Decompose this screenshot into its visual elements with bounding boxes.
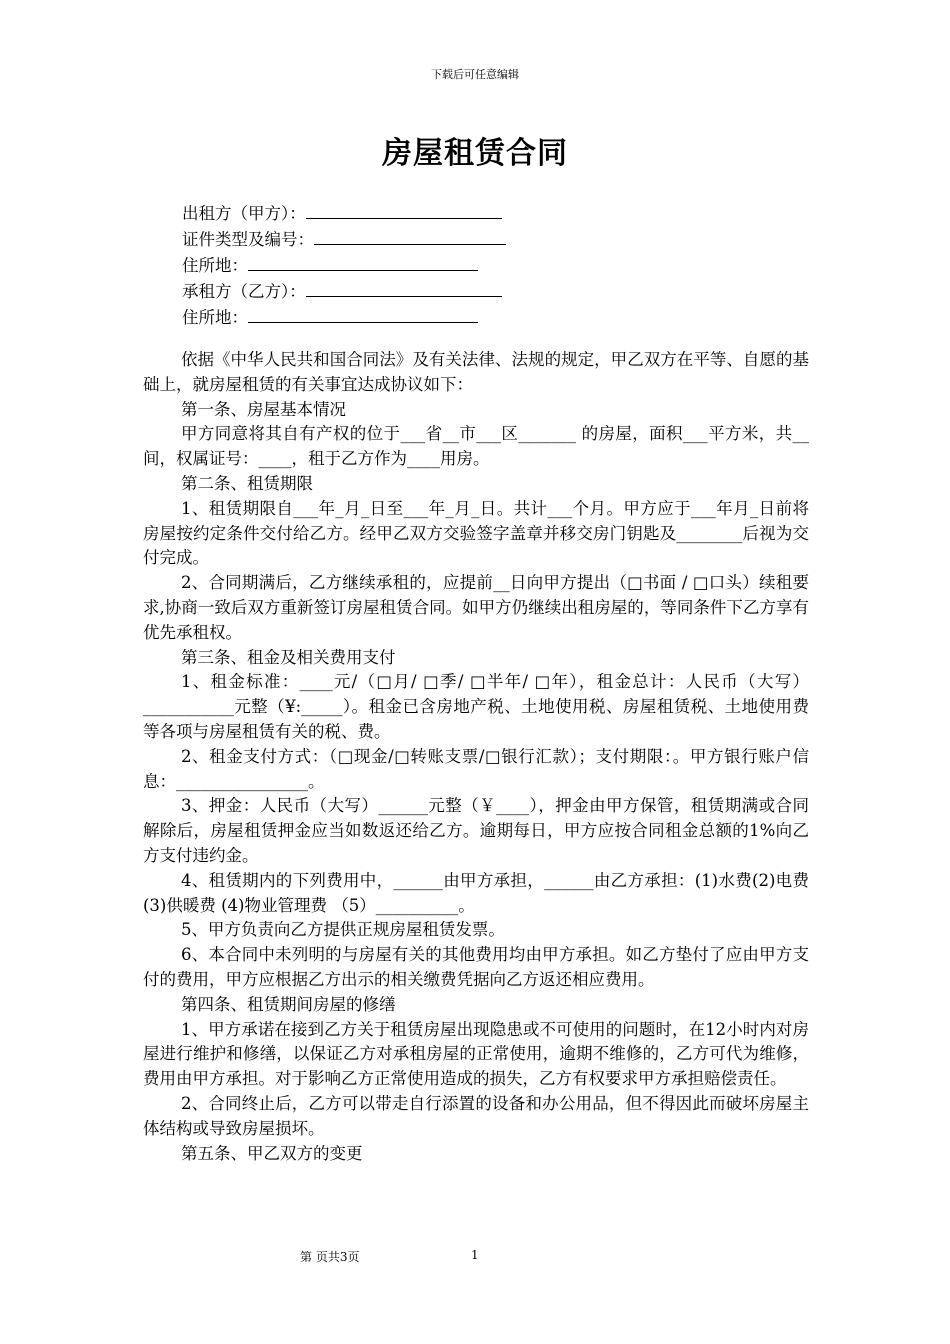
article-5-title: 第五条、甲乙双方的变更 <box>180 1143 363 1163</box>
article-4-title: 第四条、租赁期间房屋的修缮 <box>180 994 396 1014</box>
address1-label: 住所地： <box>182 256 248 275</box>
lessee-line <box>182 278 506 304</box>
lessee-label: 承租方（乙方）： <box>182 282 306 301</box>
address1-line <box>182 252 506 278</box>
contract-body <box>143 348 809 1166</box>
id-type-line <box>182 226 506 252</box>
footer-page-info: 第 页共3页 <box>300 1250 360 1264</box>
lessor-label: 出租方（甲方）： <box>182 204 306 223</box>
footer-page-number: 1 <box>471 1248 479 1262</box>
lessor-blank <box>306 200 502 219</box>
document-title: 房屋租赁合同 <box>382 136 568 171</box>
intro-paragraph: 依据《中华人民共和国合同法》及有关法律、法规的规定，甲乙双方在平等、自愿的基础上，就房屋租赁的有关事宜达成协议如下： <box>143 350 809 394</box>
id-type-blank <box>314 226 506 245</box>
parties-block <box>182 200 506 330</box>
article-3-para-2: 2、租金支付方式：（□现金/□转账支票/□银行汇款）；支付期限：。甲方银行账户信息：________________。 <box>143 746 809 791</box>
article-2-title: 第二条、租赁期限 <box>180 473 313 493</box>
article-4-para-2: 2、合同终止后，乙方可以带走自行添置的设备和办公用品，但不得因此而破坏房屋主体结构或导致房屋损坏。 <box>143 1093 809 1138</box>
article-2-para-1: 1、租赁期限自___年_月_日至___年_月_日。共计___个月。甲方应于___年月_日前将房屋按约定条件交付给乙方。经甲乙双方交验签字盖章并移交房门钥匙及________后视为交付完成。 <box>143 498 809 568</box>
header-note: 下载后可任意编辑 <box>431 68 519 81</box>
id-type-label: 证件类型及编号： <box>182 230 314 249</box>
address2-blank <box>248 304 478 323</box>
lessor-line <box>182 200 506 226</box>
article-1-text: 甲方同意将其自有产权的位于___省__市___区_______ 的房屋，面积___平方米，共__间，权属证号：____，租于乙方作为____用房。 <box>143 424 809 469</box>
lessee-blank <box>306 278 502 297</box>
address1-blank <box>248 252 478 271</box>
article-1-title: 第一条、房屋基本情况 <box>180 399 346 419</box>
article-4-para-1: 1、甲方承诺在接到乙方关于租赁房屋出现隐患或不可使用的问题时，在12小时内对房屋进行维护和修缮，以保证乙方对承租房屋的正常使用，逾期不维修的，乙方可代为维修，费用由甲方承担。对于影响乙方正常使用造成的损失，乙方有权要求甲方承担赔偿责任。 <box>143 1019 809 1089</box>
address2-label: 住所地： <box>182 308 248 327</box>
article-3-para-3: 3、押金：人民币（大写）______元整（￥____），押金由甲方保管，租赁期满或合同解除后，房屋租赁押金应当如数返还给乙方。逾期每日，甲方应按合同租金总额的1%向乙方支付违约金。 <box>143 796 809 865</box>
article-3-para-1: 1、租金标准：____元/（□月/ □季/ □半年/ □年），租金总计：人民币（大写）___________元整（¥:_____）。租金已含房地产税、土地使用税、房屋租赁税、土地使用费等各项与房屋租赁有关的税、费。 <box>143 672 809 741</box>
article-3-para-6: 6、本合同中未列明的与房屋有关的其他费用均由甲方承担。如乙方垫付了应由甲方支付的费用，甲方应根据乙方出示的相关缴费凭据向乙方返还相应费用。 <box>143 945 809 989</box>
article-3-para-5: 5、甲方负责向乙方提供正规房屋租赁发票。 <box>180 920 505 940</box>
address2-line <box>182 304 506 330</box>
article-3-title: 第三条、租金及相关费用支付 <box>180 647 396 667</box>
article-3-para-4: 4、租赁期内的下列费用中，______由甲方承担，______由乙方承担：(1)水费(2)电费(3)供暖费 (4)物业管理费 （5）__________。 <box>143 870 809 915</box>
article-2-para-2: 2、合同期满后，乙方继续承租的，应提前__日向甲方提出（□书面 / □口头）续租要求,协商一致后双方重新签订房屋租赁合同。如甲方仍继续出租房屋的，等同条件下乙方享有优先承租权。 <box>143 573 809 642</box>
